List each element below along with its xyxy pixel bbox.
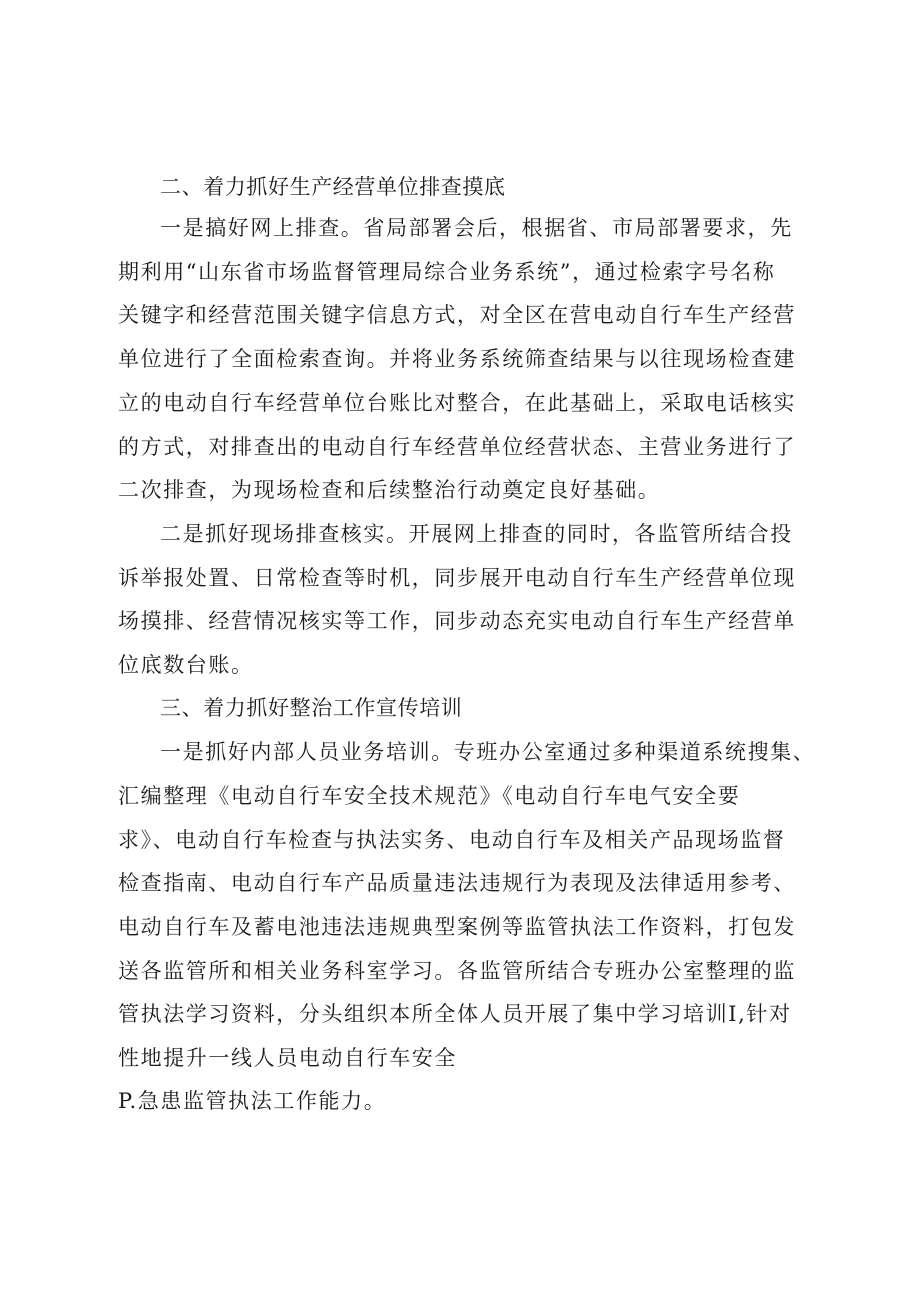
paragraph-line: 一是抓好内部人员业务培训。专班办公室通过多种渠道系统搜集、 <box>160 740 816 764</box>
paragraph-line: 立的电动自行车经营单位台账比对整合，在此基础上，采取电话核实 <box>118 391 796 415</box>
paragraph-line: 关键字和经营范围关键字信息方式，对全区在营电动自行车生产经营 <box>118 303 796 327</box>
paragraph-line: 二次排查，为现场检查和后续整治行动奠定良好基础。 <box>118 478 661 502</box>
section-heading-2: 二、着力抓好生产经营单位排查摸底 <box>160 175 506 199</box>
paragraph-line: 性地提升一线人员电动自行车安全 <box>118 1046 457 1070</box>
paragraph-line: 场摸排、经营情况核实等工作，同步动态充实电动自行车生产经营单 <box>118 609 796 633</box>
paragraph-line: 送各监管所和相关业务科室学习。各监管所结合专班办公室整理的监 <box>118 959 796 983</box>
paragraph-line: 管执法学习资料，分头组织本所全体人员开展了集中学习培训I,针对 <box>118 1002 792 1026</box>
paragraph-line: P.急患监管执法工作能力。 <box>118 1089 387 1113</box>
section-heading-3: 三、着力抓好整治工作宣传培训 <box>160 696 463 720</box>
paragraph-line: 二是抓好现场排查核实。开展网上排查的同时，各监管所结合投 <box>160 522 793 546</box>
paragraph-line: 电动自行车及蓄电池违法违规典型案例等监管执法工作资料，打包发 <box>118 915 796 939</box>
paragraph-line: 一是搞好网上排查。省局部署会后，根据省、市局部署要求，先 <box>160 216 793 240</box>
paragraph-line: 检查指南、电动自行车产品质量违法违规行为表现及法律适用参考、 <box>118 871 796 895</box>
paragraph-line: 诉举报处置、日常检查等时机，同步展开电动自行车生产经营单位现 <box>118 566 796 590</box>
paragraph-line: 单位进行了全面检索查询。并将业务系统筛查结果与以往现场检查建 <box>118 347 796 371</box>
paragraph-line: 期利用“山东省市场监督管理局综合业务系统”，通过检索字号名称 <box>118 260 776 284</box>
paragraph-line: 求》、电动自行车检查与执法实务、电动自行车及相关产品现场监督 <box>118 828 786 852</box>
paragraph-line: 的方式，对排查出的电动自行车经营单位经营状态、主营业务进行了 <box>118 435 796 459</box>
paragraph-line: 汇编整理《电动自行车安全技术规范》《电动自行车电气安全要 <box>118 784 741 808</box>
paragraph-line: 位底数台账。 <box>118 653 254 677</box>
